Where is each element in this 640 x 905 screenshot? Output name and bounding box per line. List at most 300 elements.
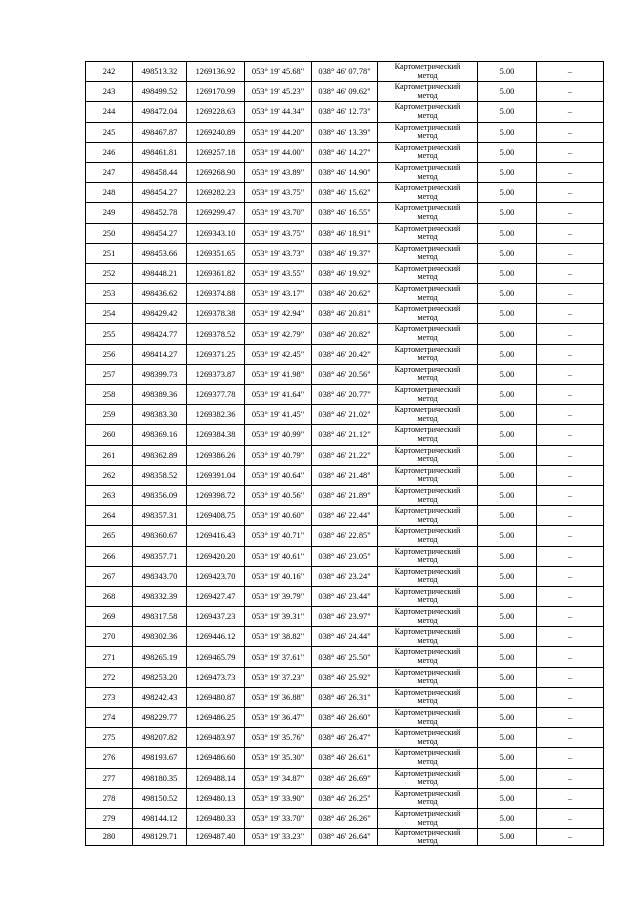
longitude-cell: 038° 46' 23.97" — [312, 607, 378, 627]
longitude-cell: 038° 46' 20.81" — [312, 304, 378, 324]
coord-x-cell: 498414.27 — [133, 344, 187, 364]
coord-y-cell: 1269408.75 — [187, 506, 245, 526]
coord-y-cell: 1269391.04 — [187, 465, 245, 485]
point-number-cell: 247 — [86, 162, 133, 182]
point-number-cell: 270 — [86, 627, 133, 647]
method-line2: метод — [417, 676, 438, 686]
precision-cell: 5.00 — [478, 465, 537, 485]
table-row — [86, 162, 604, 182]
method-line2: метод — [417, 252, 438, 262]
coord-x-cell: 498332.39 — [133, 586, 187, 606]
precision-cell: 5.00 — [478, 364, 537, 384]
description-cell: – — [537, 748, 604, 768]
coord-x-cell: 498207.82 — [133, 728, 187, 748]
precision-cell: 5.00 — [478, 82, 537, 102]
longitude-cell: 038° 46' 21.12" — [312, 425, 378, 445]
coord-y-cell: 1269373.87 — [187, 364, 245, 384]
method-line2: метод — [417, 151, 438, 161]
method-line1: Картометрический — [394, 284, 461, 294]
method-line2: метод — [417, 534, 438, 544]
method-cell — [378, 526, 478, 546]
precision-cell: 5.00 — [478, 829, 537, 846]
precision-cell: 5.00 — [478, 425, 537, 445]
method-line1: Картометрический — [394, 223, 461, 233]
table-row — [86, 284, 604, 304]
longitude-cell: 038° 46' 26.26" — [312, 808, 378, 828]
coord-x-cell: 498499.52 — [133, 82, 187, 102]
coord-y-cell: 1269423.70 — [187, 566, 245, 586]
method-line2: метод — [417, 70, 438, 80]
point-number-cell: 256 — [86, 344, 133, 364]
coord-x-cell: 498513.32 — [133, 62, 187, 82]
method-line2: метод — [417, 292, 438, 302]
latitude-cell: 053° 19' 39.79" — [245, 586, 312, 606]
longitude-cell: 038° 46' 26.25" — [312, 788, 378, 808]
method-line1: Картометрический — [394, 808, 461, 818]
method-cell — [378, 223, 478, 243]
coord-x-cell: 498467.87 — [133, 122, 187, 142]
longitude-cell: 038° 46' 26.31" — [312, 687, 378, 707]
table-row — [86, 788, 604, 808]
table-row — [86, 142, 604, 162]
method-line2: метод — [417, 454, 438, 464]
method-line1: Картометрический — [394, 62, 461, 71]
coord-x-cell: 498229.77 — [133, 708, 187, 728]
method-line1: Картометрический — [394, 344, 461, 354]
coord-y-cell: 1269257.18 — [187, 142, 245, 162]
description-cell: – — [537, 142, 604, 162]
table-row — [86, 82, 604, 102]
longitude-cell: 038° 46' 19.37" — [312, 243, 378, 263]
precision-cell: 5.00 — [478, 62, 537, 82]
latitude-cell: 053° 19' 37.23" — [245, 667, 312, 687]
method-line2: метод — [417, 474, 438, 484]
description-cell: – — [537, 627, 604, 647]
method-line2: метод — [417, 514, 438, 524]
latitude-cell: 053° 19' 37.61" — [245, 647, 312, 667]
latitude-cell: 053° 19' 43.17" — [245, 284, 312, 304]
precision-cell: 5.00 — [478, 183, 537, 203]
description-cell: – — [537, 243, 604, 263]
coord-y-cell: 1269398.72 — [187, 485, 245, 505]
point-number-cell: 263 — [86, 485, 133, 505]
method-line1: Картометрический — [394, 465, 461, 475]
coord-y-cell: 1269486.25 — [187, 708, 245, 728]
description-cell: – — [537, 385, 604, 405]
point-number-cell: 278 — [86, 788, 133, 808]
coord-y-cell: 1269488.14 — [187, 768, 245, 788]
point-number-cell: 257 — [86, 364, 133, 384]
method-line1: Картометрический — [394, 607, 461, 617]
precision-cell: 5.00 — [478, 284, 537, 304]
description-cell: – — [537, 687, 604, 707]
longitude-cell: 038° 46' 23.24" — [312, 566, 378, 586]
longitude-cell: 038° 46' 23.05" — [312, 546, 378, 566]
coord-y-cell: 1269446.12 — [187, 627, 245, 647]
latitude-cell: 053° 19' 36.88" — [245, 687, 312, 707]
method-line1: Картометрический — [394, 828, 461, 838]
coord-y-cell: 1269487.40 — [187, 829, 245, 846]
method-line1: Картометрический — [394, 485, 461, 495]
method-line1: Картометрический — [394, 425, 461, 435]
longitude-cell: 038° 46' 26.64" — [312, 829, 378, 846]
table-row — [86, 506, 604, 526]
method-cell — [378, 506, 478, 526]
table-row — [86, 385, 604, 405]
point-number-cell: 279 — [86, 808, 133, 828]
coord-y-cell: 1269170.99 — [187, 82, 245, 102]
longitude-cell: 038° 46' 26.60" — [312, 708, 378, 728]
latitude-cell: 053° 19' 43.89" — [245, 162, 312, 182]
latitude-cell: 053° 19' 40.61" — [245, 546, 312, 566]
latitude-cell: 053° 19' 33.23" — [245, 829, 312, 846]
table-row — [86, 344, 604, 364]
precision-cell: 5.00 — [478, 788, 537, 808]
method-line2: метод — [417, 615, 438, 625]
method-cell — [378, 385, 478, 405]
table-row — [86, 425, 604, 445]
latitude-cell: 053° 19' 35.30" — [245, 748, 312, 768]
precision-cell: 5.00 — [478, 263, 537, 283]
method-line2: метод — [417, 373, 438, 383]
table-row — [86, 445, 604, 465]
method-cell — [378, 485, 478, 505]
method-line1: Картометрический — [394, 546, 461, 556]
table-row — [86, 324, 604, 344]
point-number-cell: 252 — [86, 263, 133, 283]
point-number-cell: 243 — [86, 82, 133, 102]
latitude-cell: 053° 19' 40.79" — [245, 445, 312, 465]
method-line2: метод — [417, 413, 438, 423]
description-cell: – — [537, 586, 604, 606]
method-cell — [378, 586, 478, 606]
method-line1: Картометрический — [394, 324, 461, 334]
precision-cell: 5.00 — [478, 506, 537, 526]
coord-y-cell: 1269486.60 — [187, 748, 245, 768]
table-row — [86, 465, 604, 485]
description-cell: – — [537, 344, 604, 364]
longitude-cell: 038° 46' 26.69" — [312, 768, 378, 788]
description-cell: – — [537, 122, 604, 142]
latitude-cell: 053° 19' 40.71" — [245, 526, 312, 546]
coord-x-cell: 498356.09 — [133, 485, 187, 505]
coord-x-cell: 498452.78 — [133, 203, 187, 223]
table-row — [86, 808, 604, 828]
latitude-cell: 053° 19' 43.75" — [245, 183, 312, 203]
method-line1: Картометрический — [394, 445, 461, 455]
method-line2: метод — [417, 797, 438, 807]
longitude-cell: 038° 46' 14.90" — [312, 162, 378, 182]
method-cell — [378, 162, 478, 182]
method-cell — [378, 304, 478, 324]
point-number-cell: 269 — [86, 607, 133, 627]
coord-x-cell: 498357.71 — [133, 546, 187, 566]
latitude-cell: 053° 19' 40.56" — [245, 485, 312, 505]
description-cell: – — [537, 485, 604, 505]
longitude-cell: 038° 46' 20.82" — [312, 324, 378, 344]
coord-x-cell: 498357.31 — [133, 506, 187, 526]
coord-y-cell: 1269378.52 — [187, 324, 245, 344]
table-row — [86, 62, 604, 82]
coord-y-cell: 1269371.25 — [187, 344, 245, 364]
longitude-cell: 038° 46' 25.50" — [312, 647, 378, 667]
method-line2: метод — [417, 433, 438, 443]
table-row — [86, 122, 604, 142]
longitude-cell: 038° 46' 22.85" — [312, 526, 378, 546]
coord-x-cell: 498150.52 — [133, 788, 187, 808]
longitude-cell: 038° 46' 25.92" — [312, 667, 378, 687]
method-line1: Картометрический — [394, 102, 461, 112]
latitude-cell: 053° 19' 45.23" — [245, 82, 312, 102]
latitude-cell: 053° 19' 41.45" — [245, 405, 312, 425]
point-number-cell: 258 — [86, 385, 133, 405]
table-row — [86, 485, 604, 505]
method-line2: метод — [417, 575, 438, 585]
table-row — [86, 243, 604, 263]
longitude-cell: 038° 46' 26.61" — [312, 748, 378, 768]
coord-x-cell: 498461.81 — [133, 142, 187, 162]
method-cell — [378, 768, 478, 788]
precision-cell: 5.00 — [478, 203, 537, 223]
coord-y-cell: 1269374.88 — [187, 284, 245, 304]
coord-x-cell: 498302.36 — [133, 627, 187, 647]
table-row — [86, 829, 604, 846]
coord-y-cell: 1269343.10 — [187, 223, 245, 243]
method-cell — [378, 566, 478, 586]
coord-x-cell: 498360.67 — [133, 526, 187, 546]
precision-cell: 5.00 — [478, 607, 537, 627]
precision-cell: 5.00 — [478, 566, 537, 586]
point-number-cell: 244 — [86, 102, 133, 122]
coord-x-cell: 498358.52 — [133, 465, 187, 485]
coord-y-cell: 1269473.73 — [187, 667, 245, 687]
precision-cell: 5.00 — [478, 405, 537, 425]
method-cell — [378, 607, 478, 627]
method-cell — [378, 324, 478, 344]
coord-y-cell: 1269378.38 — [187, 304, 245, 324]
method-line1: Картометрический — [394, 243, 461, 253]
latitude-cell: 053° 19' 43.55" — [245, 263, 312, 283]
point-number-cell: 250 — [86, 223, 133, 243]
method-line2: метод — [417, 635, 438, 645]
longitude-cell: 038° 46' 20.56" — [312, 364, 378, 384]
longitude-cell: 038° 46' 09.62" — [312, 82, 378, 102]
coord-x-cell: 498242.43 — [133, 687, 187, 707]
method-line2: метод — [417, 211, 438, 221]
latitude-cell: 053° 19' 43.73" — [245, 243, 312, 263]
description-cell: – — [537, 263, 604, 283]
coord-x-cell: 498448.21 — [133, 263, 187, 283]
method-line2: метод — [417, 232, 438, 242]
method-line1: Картометрический — [394, 768, 461, 778]
method-line1: Картометрический — [394, 687, 461, 697]
point-number-cell: 266 — [86, 546, 133, 566]
method-line1: Картометрический — [394, 586, 461, 596]
precision-cell: 5.00 — [478, 647, 537, 667]
longitude-cell: 038° 46' 21.48" — [312, 465, 378, 485]
table-row — [86, 183, 604, 203]
method-line1: Картометрический — [394, 183, 461, 193]
method-cell — [378, 102, 478, 122]
coord-x-cell: 498458.44 — [133, 162, 187, 182]
description-cell: – — [537, 526, 604, 546]
table-row — [86, 223, 604, 243]
method-cell — [378, 808, 478, 828]
precision-cell: 5.00 — [478, 344, 537, 364]
latitude-cell: 053° 19' 36.47" — [245, 708, 312, 728]
method-line2: метод — [417, 696, 438, 706]
method-line2: метод — [417, 110, 438, 120]
longitude-cell: 038° 46' 15.62" — [312, 183, 378, 203]
point-number-cell: 273 — [86, 687, 133, 707]
latitude-cell: 053° 19' 40.16" — [245, 566, 312, 586]
description-cell: – — [537, 62, 604, 82]
precision-cell: 5.00 — [478, 102, 537, 122]
latitude-cell: 053° 19' 38.82" — [245, 627, 312, 647]
method-line2: метод — [417, 656, 438, 666]
method-line2: метод — [417, 777, 438, 787]
point-number-cell: 280 — [86, 829, 133, 846]
longitude-cell: 038° 46' 21.89" — [312, 485, 378, 505]
coord-y-cell: 1269228.63 — [187, 102, 245, 122]
method-line1: Картометрический — [394, 708, 461, 717]
coord-x-cell: 498454.27 — [133, 223, 187, 243]
description-cell: – — [537, 607, 604, 627]
method-line2: метод — [417, 191, 438, 201]
method-cell — [378, 687, 478, 707]
table-row — [86, 405, 604, 425]
table-row — [86, 627, 604, 647]
coord-y-cell: 1269268.90 — [187, 162, 245, 182]
longitude-cell: 038° 46' 21.22" — [312, 445, 378, 465]
method-cell — [378, 82, 478, 102]
description-cell: – — [537, 324, 604, 344]
table-row — [86, 364, 604, 384]
coord-x-cell: 498193.67 — [133, 748, 187, 768]
longitude-cell: 038° 46' 24.44" — [312, 627, 378, 647]
method-line1: Картометрический — [394, 142, 461, 152]
point-number-cell: 242 — [86, 62, 133, 82]
table-body — [86, 62, 604, 846]
table-row — [86, 203, 604, 223]
method-cell — [378, 243, 478, 263]
point-number-cell: 262 — [86, 465, 133, 485]
coord-x-cell: 498362.89 — [133, 445, 187, 465]
precision-cell: 5.00 — [478, 667, 537, 687]
coord-y-cell: 1269240.89 — [187, 122, 245, 142]
longitude-cell: 038° 46' 13.39" — [312, 122, 378, 142]
method-line1: Картометрический — [394, 788, 461, 798]
precision-cell: 5.00 — [478, 768, 537, 788]
method-line1: Картометрический — [394, 506, 461, 516]
longitude-cell: 038° 46' 26.47" — [312, 728, 378, 748]
method-cell — [378, 445, 478, 465]
method-cell — [378, 647, 478, 667]
description-cell: – — [537, 284, 604, 304]
point-number-cell: 255 — [86, 324, 133, 344]
coord-x-cell: 498265.19 — [133, 647, 187, 667]
latitude-cell: 053° 19' 34.87" — [245, 768, 312, 788]
precision-cell: 5.00 — [478, 808, 537, 828]
latitude-cell: 053° 19' 42.79" — [245, 324, 312, 344]
coord-x-cell: 498343.70 — [133, 566, 187, 586]
method-cell — [378, 364, 478, 384]
coord-y-cell: 1269480.87 — [187, 687, 245, 707]
coord-y-cell: 1269480.33 — [187, 808, 245, 828]
coord-y-cell: 1269136.92 — [187, 62, 245, 82]
precision-cell: 5.00 — [478, 122, 537, 142]
coord-y-cell: 1269384.38 — [187, 425, 245, 445]
method-line1: Картометрический — [394, 566, 461, 576]
method-cell — [378, 405, 478, 425]
method-line2: метод — [417, 333, 438, 343]
description-cell: – — [537, 546, 604, 566]
latitude-cell: 053° 19' 35.76" — [245, 728, 312, 748]
method-line2: метод — [417, 555, 438, 565]
longitude-cell: 038° 46' 22.44" — [312, 506, 378, 526]
method-line1: Картометрический — [394, 405, 461, 415]
precision-cell: 5.00 — [478, 586, 537, 606]
latitude-cell: 053° 19' 39.31" — [245, 607, 312, 627]
method-line1: Картометрический — [394, 627, 461, 637]
coord-x-cell: 498399.73 — [133, 364, 187, 384]
method-cell — [378, 263, 478, 283]
point-number-cell: 261 — [86, 445, 133, 465]
longitude-cell: 038° 46' 20.77" — [312, 385, 378, 405]
precision-cell: 5.00 — [478, 485, 537, 505]
longitude-cell: 038° 46' 16.55" — [312, 203, 378, 223]
method-line2: метод — [417, 756, 438, 766]
coord-x-cell: 498429.42 — [133, 304, 187, 324]
coord-x-cell: 498369.16 — [133, 425, 187, 445]
precision-cell: 5.00 — [478, 304, 537, 324]
coord-y-cell: 1269377.78 — [187, 385, 245, 405]
method-line1: Картометрический — [394, 385, 461, 394]
method-cell — [378, 546, 478, 566]
coord-x-cell: 498129.71 — [133, 829, 187, 846]
point-number-cell: 251 — [86, 243, 133, 263]
method-line1: Картометрический — [394, 304, 461, 314]
method-cell — [378, 122, 478, 142]
point-number-cell: 264 — [86, 506, 133, 526]
point-number-cell: 268 — [86, 586, 133, 606]
coord-y-cell: 1269361.82 — [187, 263, 245, 283]
table-row — [86, 647, 604, 667]
coord-x-cell: 498180.35 — [133, 768, 187, 788]
description-cell: – — [537, 364, 604, 384]
precision-cell: 5.00 — [478, 748, 537, 768]
method-line2: метод — [417, 312, 438, 322]
table-row — [86, 546, 604, 566]
coord-y-cell: 1269416.43 — [187, 526, 245, 546]
point-number-cell: 267 — [86, 566, 133, 586]
description-cell: – — [537, 405, 604, 425]
latitude-cell: 053° 19' 41.98" — [245, 364, 312, 384]
description-cell: – — [537, 445, 604, 465]
coord-y-cell: 1269427.47 — [187, 586, 245, 606]
latitude-cell: 053° 19' 33.90" — [245, 788, 312, 808]
method-cell — [378, 344, 478, 364]
precision-cell: 5.00 — [478, 223, 537, 243]
latitude-cell: 053° 19' 40.60" — [245, 506, 312, 526]
method-line2: метод — [417, 393, 438, 403]
table-row — [86, 708, 604, 728]
description-cell: – — [537, 425, 604, 445]
coord-y-cell: 1269465.79 — [187, 647, 245, 667]
table-row — [86, 102, 604, 122]
method-line1: Картометрический — [394, 82, 461, 92]
precision-cell: 5.00 — [478, 708, 537, 728]
